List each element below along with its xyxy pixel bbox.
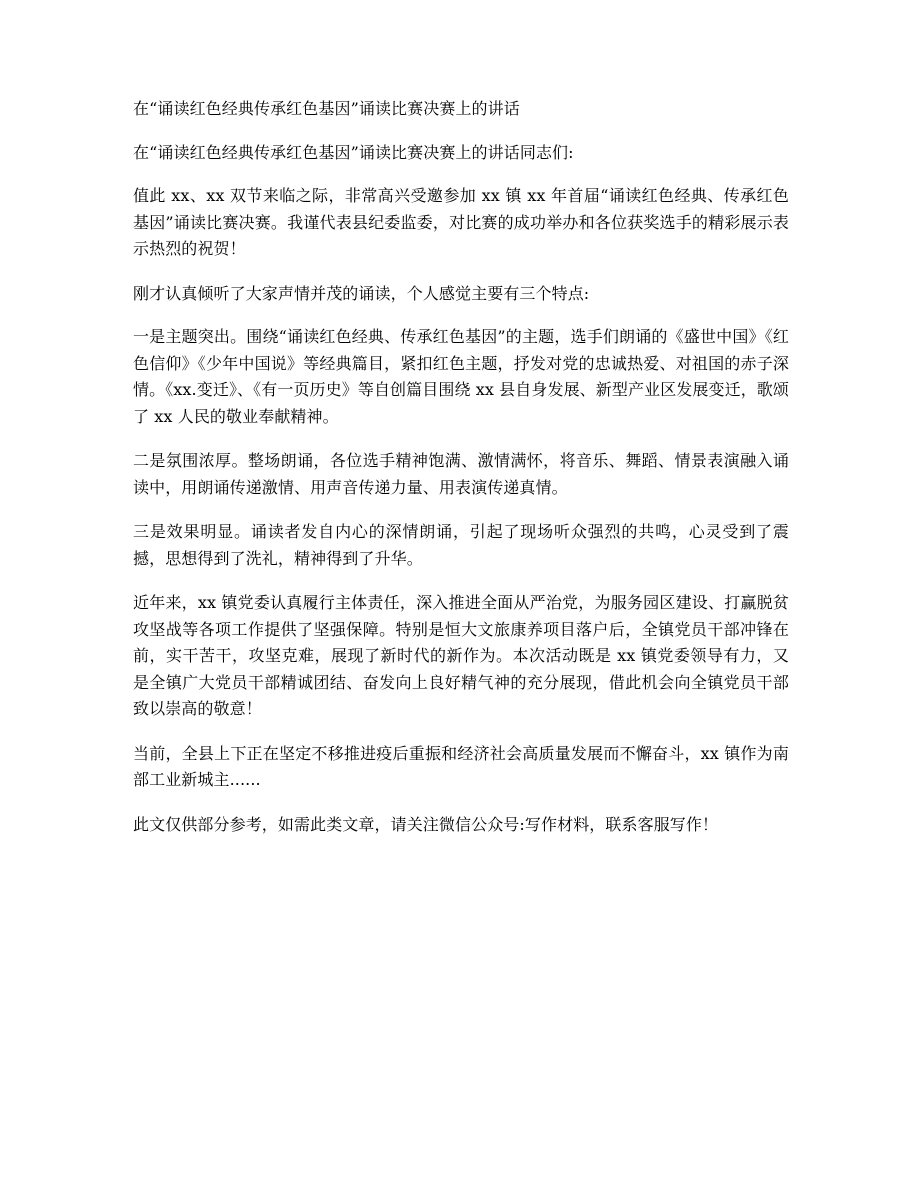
paragraph-current: 当前，全县上下正在坚定不移推进疫后重振和经济社会高质量发展而不懈奋斗，xx 镇作为南部工业新城主...... xyxy=(133,743,789,789)
paragraph-intro-features: 刚才认真倾听了大家声情并茂的诵读，个人感觉主要有三个特点: xyxy=(133,283,590,303)
paragraph-footer-note: 此文仅供部分参考，如需此类文章，请关注微信公众号:写作材料，联系客服写作！ xyxy=(133,814,719,834)
document-title: 在“诵读红色经典传承红色基因”诵读比赛决赛上的讲话 xyxy=(133,99,520,118)
paragraph-feature-one: 一是主题突出。围绕“诵读红色经典、传承红色基因”的主题，选手们朗诵的《盛世中国》《红色信仰》《少年中国说》等经典篇目，紧扣红色主题，抒发对党的忠诚热爱、对祖国的赤子深情。《xx.变迁》、《有一页历史》等自创篇目围绕 xx 县自身发展、新型产业区发展变迁，歌颂了 xx 人民的敬业奉献精神。 xyxy=(133,327,789,426)
paragraph-opening: 值此 xx、xx 双节来临之际，非常高兴受邀参加 xx 镇 xx 年首届“诵读红色经典、传承红色基因”诵读比赛决赛。我谨代表县纪委监委，对比赛的成功举办和各位获奖选手的精彩展示表示热烈的祝贺！ xyxy=(133,186,789,258)
paragraph-feature-two: 二是氛围浓厚。整场朗诵，各位选手精神饱满、激情满怀，将音乐、舞蹈、情景表演融入诵读中，用朗诵传递激情、用声音传递力量、用表演传递真情。 xyxy=(133,451,789,497)
salutation: 在“诵读红色经典传承红色基因”诵读比赛决赛上的讲话同志们: xyxy=(133,142,574,162)
paragraph-feature-three: 三是效果明显。诵读者发自内心的深情朗诵，引起了现场听众强烈的共鸣，心灵受到了震撼，思想得到了洗礼，精神得到了升华。 xyxy=(133,522,789,568)
paragraph-recent-years: 近年来，xx 镇党委认真履行主体责任，深入推进全面从严治党，为服务园区建设、打赢脱贫攻坚战等各项工作提供了坚强保障。特别是恒大文旅康养项目落户后，全镇党员干部冲锋在前，实干苦干，攻坚克难，展现了新时代的新作为。本次活动既是 xx 镇党委领导有力，又是全镇广大党员干部精诚团结、奋发向上良好精气神的充分展现，借此机会向全镇党员干部致以崇高的敬意！ xyxy=(133,593,789,718)
document-page xyxy=(133,96,789,855)
